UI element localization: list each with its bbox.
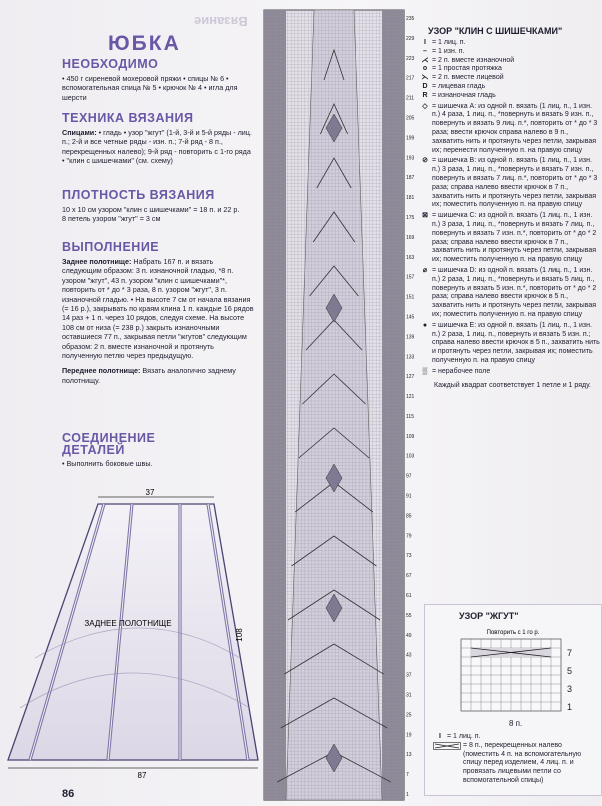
schematic-height: 108 bbox=[235, 628, 244, 642]
chart-row-label: 163 bbox=[406, 254, 415, 261]
legend-item bbox=[418, 39, 600, 48]
zhgut-row-label: 5 bbox=[567, 666, 573, 676]
chart-row-label: 43 bbox=[406, 652, 412, 659]
assembly-heading-1: СОЕДИНЕНИЕ bbox=[62, 431, 156, 445]
legend-symbol: ⋌ bbox=[421, 56, 429, 64]
chart-row-label: 91 bbox=[406, 493, 412, 500]
page-title: ЮБКА bbox=[108, 32, 181, 55]
legend-text: = 2 п. вместе изнаночной bbox=[432, 56, 515, 64]
cable-cross-icon bbox=[433, 742, 461, 750]
assembly-text: • Выполнить боковые швы. bbox=[62, 459, 153, 468]
chart-row-label: 19 bbox=[406, 732, 412, 739]
technique-text: • гладь • узор "жгут" (1-й, 3-й и 5-й ряды - лиц. п.; 2-й и все четные ряды - изн. п.; 7-й ряд - 8 п., перекрещенных налево); 9-й ряд - повторить с 1-го ряда • "клин с шишечками" (см. схему) bbox=[62, 128, 252, 166]
legend-item bbox=[418, 57, 600, 66]
zhgut-row-label: 1 bbox=[567, 702, 573, 712]
chart-row-label: 115 bbox=[406, 413, 414, 420]
legend-item bbox=[418, 157, 600, 210]
legend-item bbox=[418, 65, 600, 74]
technique-label: Спицами: bbox=[62, 128, 97, 137]
chart-row-label: 25 bbox=[406, 712, 412, 719]
legend-item bbox=[418, 48, 600, 57]
legend-text: = 1 лиц. п. bbox=[432, 39, 466, 46]
legend-text: = изнаночная гладь bbox=[432, 91, 496, 99]
legend-text: = шишечка C: из одной п. вязать (1 лиц. п., 1 изн. п.) 3 раза, 1 лиц. п., *повернуть и вязать 7 лиц. п., повернуть и вязать 7 изн. п.*, повторить от * до * 2 раза; справа налево ввести крючок в 7 п., захватить нить и протянуть через петли, закрывая их; поместить полученную п. на правую спицу bbox=[432, 212, 597, 264]
chart-row-label: 127 bbox=[406, 374, 415, 381]
zhgut-title: УЗОР "ЖГУТ" bbox=[459, 611, 519, 621]
legend-text: = 1 простая протяжка bbox=[432, 65, 502, 73]
assembly-section bbox=[62, 432, 254, 468]
legend-text: = лицевая гладь bbox=[432, 82, 486, 90]
chart-row-label: 205 bbox=[406, 115, 415, 122]
legend-item bbox=[418, 83, 600, 92]
legend-text: = шишечка A: из одной п. вязать (1 лиц. п., 1 изн. п.) 4 раза, 1 лиц. п., *повернуть и вязать 9 изн. п., повернуть и вязать 9 лиц. п.*, повторить от * до * 3 раза; ввести крючок справа налево в 9 п., захватить нить и протянуть через петли, закрывая их; перенести полученную п. на правую спицу bbox=[432, 102, 598, 154]
density-heading: ПЛОТНОСТЬ ВЯЗАНИЯ bbox=[62, 188, 215, 202]
zhgut-leg1: = 1 лиц. п. bbox=[447, 733, 481, 740]
execution-section bbox=[62, 240, 254, 385]
legend-item bbox=[418, 103, 600, 156]
chart-row-label: 235 bbox=[406, 16, 415, 22]
density-text: 10 x 10 см узором "клин с шишечками" = 18 п. и 22 р. bbox=[62, 205, 240, 214]
legend-items bbox=[418, 39, 600, 376]
skirt-schematic bbox=[0, 488, 262, 788]
density-section bbox=[62, 188, 254, 224]
legend-symbol: ⊘ bbox=[422, 157, 428, 165]
chart-row-label: 187 bbox=[406, 175, 415, 182]
zhgut-row-label: 7 bbox=[567, 648, 573, 658]
legend-item bbox=[418, 212, 600, 265]
chart-row-label: 49 bbox=[406, 632, 412, 639]
legend-symbol: D bbox=[422, 82, 428, 90]
chart-row-label: 223 bbox=[406, 55, 415, 62]
chart-row-label: 55 bbox=[406, 612, 412, 619]
knitting-chart bbox=[262, 8, 415, 804]
technique-section bbox=[62, 111, 254, 166]
zhgut-width-label: 8 п. bbox=[509, 719, 523, 728]
chart-row-label: 157 bbox=[406, 274, 415, 281]
skirt-outline bbox=[8, 504, 258, 760]
legend-note: Каждый квадрат соответствует 1 петле и 1 ряду. bbox=[434, 382, 591, 390]
legend-item bbox=[418, 368, 600, 377]
chart-row-label: 199 bbox=[406, 135, 415, 142]
legend-symbol: I bbox=[424, 39, 426, 46]
chart-row-label: 193 bbox=[406, 155, 415, 162]
legend-title: УЗОР "КЛИН С ШИШЕЧКАМИ" bbox=[428, 26, 563, 36]
chart-row-label: 175 bbox=[406, 214, 415, 221]
zhgut-row-label: 3 bbox=[567, 684, 573, 694]
chart-row-label: 133 bbox=[406, 354, 415, 361]
zhgut-leg2: = 8 п., перекрещенных налево (поместить 4 п. на вспомогательную спицу перед изделием, 4 лиц. п. и провязать лицевыми петли со вспомогательной спицы) bbox=[463, 741, 582, 784]
execution-heading: ВЫПОЛНЕНИЕ bbox=[62, 240, 160, 254]
schematic-label: ЗАДНЕЕ ПОЛОТНИЩЕ bbox=[84, 619, 172, 628]
page-number: 86 bbox=[62, 788, 75, 800]
legend-item bbox=[418, 267, 600, 320]
pattern-legend bbox=[418, 26, 600, 391]
chart-row-label: 1 bbox=[406, 792, 409, 798]
legend-text: = нерабочее поле bbox=[432, 367, 491, 375]
legend-symbol: o bbox=[422, 65, 428, 73]
chart-row-label: 37 bbox=[406, 672, 412, 679]
schematic-bottom-width: 87 bbox=[137, 771, 147, 780]
legend-item bbox=[418, 92, 600, 101]
chart-row-label: 67 bbox=[406, 573, 412, 580]
chart-row-label: 103 bbox=[406, 453, 415, 460]
chart-row-label: 73 bbox=[406, 553, 412, 560]
zhgut-leg1-sym: I bbox=[439, 733, 441, 740]
assembly-heading-2: ДЕТАЛЕЙ bbox=[62, 443, 125, 457]
chart-row-label: 109 bbox=[406, 433, 415, 440]
legend-symbol: ⋋ bbox=[421, 74, 429, 82]
back-panel-text: Набрать 167 п. и вязать следующим образом: 3 п. изнаночной гладью, *8 п. узором "жгут", 43 п. узором "клин с шишечками"*, повторить от * до * 3 раза, 8 п. узором "жгут", 3 п. изнаночной гладью. • На высоте 7 см от начала вязания (= 16 р.), закрывать по краям клина 1 п. каждые 16 рядов 14 раз + 1 п. через 10 рядов, следуя схеме. На высоте 108 см от низа (= 238 р.) закрыть изнаночными оставшиеся 77 п., закрывая петли "жгутов" следующим образом: 2 п. вместе изнаночной и протянуть полученную петлю через предыдущую. bbox=[62, 257, 254, 361]
legend-text: = шишечка B: из одной п. вязать (1 лиц. п., 1 изн. п.) 3 раза, 1 лиц. п., *повернуть и вязать 7 изн. п., повернуть и вязать 7 лиц. п.*, повторить от * до * 3 раза; справа налево ввести крючок в 7 п., захватить нить и протянуть через петли, закрывая их; поместить полученную п. на правую спицу bbox=[432, 157, 598, 209]
legend-item bbox=[418, 74, 600, 83]
chart-row-label: 13 bbox=[406, 752, 412, 759]
technique-heading: ТЕХНИКА ВЯЗАНИЯ bbox=[62, 111, 194, 125]
legend-item bbox=[418, 322, 600, 366]
legend-symbol: ⌀ bbox=[422, 266, 428, 274]
chart-row-label: 79 bbox=[406, 533, 412, 540]
chart-row-label: 85 bbox=[406, 513, 412, 520]
chart-row-label: 7 bbox=[406, 772, 409, 779]
chart-row-label: 151 bbox=[406, 294, 415, 301]
bleed-through-text: Вязание bbox=[194, 14, 248, 29]
legend-text: = шишечка E: из одной п. вязать (1 лиц. п., 1 изн. п.) 2 раза, 1 лиц. п., повернуть и вязать 5 изн. п.; справа налево ввести крючок в 5 п., захватить нить и протянуть через петли, закрывая их; поместить полученную п. на правую спицу bbox=[432, 321, 600, 364]
zhgut-pattern-box bbox=[424, 604, 602, 796]
legend-text: = 2 п. вместе лицевой bbox=[432, 74, 504, 82]
chart-row-label: 97 bbox=[406, 473, 412, 480]
chart-row-label: 139 bbox=[406, 334, 415, 341]
legend-symbol: ⊠ bbox=[422, 212, 428, 220]
front-panel-label: Переднее полотнище: bbox=[62, 366, 141, 376]
zhgut-repeat-label: Повторить с 1 го р. bbox=[486, 630, 540, 636]
density-text-2: 8 петель узором "жгут" = 3 см bbox=[62, 214, 161, 224]
materials-section bbox=[62, 57, 254, 102]
chart-row-label: 217 bbox=[406, 75, 415, 82]
chart-row-label: 61 bbox=[406, 593, 412, 600]
front-panel-text: Вязать аналогично заднему полотнищу. bbox=[62, 366, 236, 385]
chart-row-label: 229 bbox=[406, 35, 415, 42]
zhgut-chart bbox=[425, 625, 601, 721]
schematic-top-width: 37 bbox=[145, 488, 155, 497]
legend-symbol: ◇ bbox=[422, 102, 428, 110]
materials-text: • 450 г сиреневой мохеровой пряжи • спицы № 6 • вспомогательная спица № 5 • крючок № 4 • игла для шерсти bbox=[62, 74, 238, 102]
materials-heading: НЕОБХОДИМО bbox=[62, 57, 159, 71]
back-panel-label: Заднее полотнище: bbox=[62, 257, 132, 266]
chart-row-label: 211 bbox=[406, 95, 414, 102]
chart-row-label: 181 bbox=[406, 195, 415, 202]
legend-text: = шишечка D: из одной п. вязать (1 лиц. п., 1 изн. п.) 2 раза, 1 лиц. п., *повернуть и вязать 5 лиц. п., повернуть и вязать 5 изн. п.*, повторить от * до * 2 раза; справа налево ввести крючок в 5 п., захватить нить и протянуть через петли, закрывая их; поместить полученную п. на правую спицу bbox=[432, 266, 597, 318]
legend-text: = 1 изн. п. bbox=[432, 47, 465, 55]
chart-row-label: 169 bbox=[406, 234, 415, 241]
legend-symbol: R bbox=[422, 91, 428, 99]
chart-row-label: 31 bbox=[406, 692, 412, 699]
chart-row-label: 145 bbox=[406, 314, 415, 321]
legend-symbol: – bbox=[423, 47, 427, 55]
chart-row-label: 121 bbox=[406, 394, 415, 401]
legend-symbol: ▒ bbox=[422, 367, 428, 375]
legend-symbol: ● bbox=[422, 321, 428, 329]
